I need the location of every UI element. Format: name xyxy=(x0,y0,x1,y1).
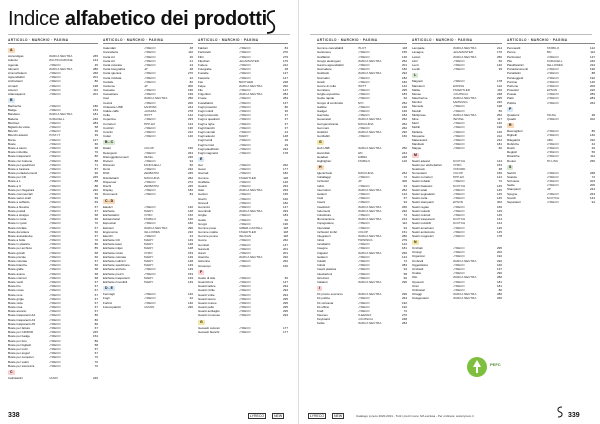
page-number: 338 xyxy=(8,412,20,419)
lyreco-badge: LYRECO xyxy=(250,414,265,418)
entry-list: Calcolatrici CASIO 246 xyxy=(8,375,98,380)
index-column-5 xyxy=(412,38,502,388)
new-badge: NEW xyxy=(334,414,343,418)
section-letter: H xyxy=(319,165,322,170)
section-letter: N xyxy=(414,240,417,245)
index-column-6 xyxy=(507,38,595,358)
pefc-eco-logo-icon xyxy=(466,356,488,378)
entry-list: Nastri adesivi SCOTCH 144 Nastri per etichettatrici DYMO 153 Notebook OXFORD 38 Numeratori COLOP 150 Nastri correttori TIPP-EX 124 Nastri imballo LYRECO 72 Nastri biadesivi SCOTCH 145 Nastri telati LYRECO 145 Nastri segnaletici LYRECO 145 Nastri carta LYRECO 145 Nastri stampanti EPSON 302 Nastri regalo LYRECO 160 Nastri isolanti LYRECO 145 Nastri colorati LYRECO 145 Nastri trasparenti SCOTCH 144 Nastri invisibili SCOTCH 144 Nastri americani LYRECO 145 Nastri antiscivolo LYRECO 145 Nastri magnetici LYRECO 178 xyxy=(412,158,502,238)
brand-s-logo-icon xyxy=(556,406,564,418)
entry-list: Sacchi LYRECO 268 Scatole LYRECO 72 Scrivanie LYRECO 204 Sedie LYRECO 206 Stampanti HP 224 Spugne LYRECO 264 Scotch SCOTCH 144 Separatori LYRECO 94 xyxy=(507,170,595,205)
column-header: ARTICOLO · MARCHIO · PAGINA xyxy=(412,38,502,44)
footer-note: Catalogo Lyreco 2020-2021 - Tutti i prezzi sono IVA esclusa - Per ordinare: www.lyreco.it xyxy=(356,414,474,418)
column-header: ARTICOLO · MARCHIO · PAGINA xyxy=(317,38,407,44)
entry-list: Calendari LYRECO 48 Cancelleria LYRECO 110 Carta A4 LYRECO 20 Carta A3 LYRECO 21 Carta colorata LYRECO 24 Carta fotografica HP 28 Carta igienica LYRECO 270 Carta riciclata LYRECO 22 Cartelle LYRECO 82 Cartucce HP 300 Cassette LYRECO 196 Cassettiere LYRECO 199 Cavi MARCA NEUTRA 250 Cestini LYRECO 200 Chiavette USB SANDISK 244 Cialde caffè LAVAZZA 278 Colla PRITT 142 Copertine LYRECO 233 Correttori TIPP-EX 124 Cucitrici LYRECO 136 Cuscini LYRECO 212 Cutter LYRECO 140 xyxy=(103,46,193,139)
section-letter: F xyxy=(200,269,203,274)
section-letter: B - C xyxy=(105,140,114,145)
brand-s-logo-icon xyxy=(262,8,280,36)
entry-list: Kit pronto soccorso MARCA NEUTRA 290 Kit pulizia LYRECO 264 Kit scrivania LYRECO 192 Kit ufficio LYRECO 192 Kraft LYRECO 72 Kleenex KLEENEX 270 Keyboard LOGITECH 248 Kettle MARCA NEUTRA 284 xyxy=(317,292,407,326)
entry-list: Datari COLOP 150 Detergenti LYRECO 264 Distruggidocumenti REXEL 236 Divisori LYRECO 94 Dizionari ZANICHELLI 60 Dorsi LYRECO 232 DVD VERBATIM 245 Disinfettanti AMUCHINA 262 Dispenser LYRECO 272 Dischi VERBATIM 245 Display LYRECO 182 Documenti LYRECO 84 xyxy=(103,146,193,197)
index-column-3 xyxy=(198,38,288,388)
entry-list: Guide di stile LYRECO 60 Guarnizioni LYRECO 147 Guanti lattice LYRECO 294 Guanti nitrile LYRECO 294 Guanti vinile LYRECO 294 Guanti lavoro LYRECO 295 Guanti cotone LYRECO 295 Guanti pelle LYRECO 295 Guanti antitaglio LYRECO 295 Guanti monouso LYRECO 294 xyxy=(198,275,288,318)
section-letter: G xyxy=(319,140,322,145)
index-column-2 xyxy=(103,38,193,388)
entry-list: Igienizzanti AMUCHINA 262 Imballaggi LYRECO 72 Inchiostri HP 300 Indici LYRECO 94 Interruttori MARCA NEUTRA 252 Isolanti LYRECO 144 Inviti LYRECO 67 Inserti LYRECO 94 Insetticidi MARCA NEUTRA 266 Indumenti MARCA NEUTRA 292 Imbottiture LYRECO 72 Illuminazione MARCA NEUTRA 214 Impugnature LYRECO 112 Intercalari LYRECO 94 Inchiostri timbri COLOP 151 Integratori MARCA NEUTRA 280 Infusi TWININGS 279 Incollatrici LYRECO 142 Insegne LYRECO 181 Irrigatori MARCA NEUTRA 266 Isolatori LYRECO 144 Imballi LYRECO 72 Imbuti LYRECO 284 Inserti plastica LYRECO 94 Intestazioni LYRECO 58 Istruzioni LYRECO 60 Inalatori MARCA NEUTRA 290 xyxy=(317,171,407,284)
section-letter: A xyxy=(10,48,13,53)
column-header: ARTICOLO · MARCHIO · PAGINA xyxy=(103,38,193,44)
header-rule xyxy=(310,34,592,35)
entry-list: Fermagli LYRECO 146 Fogli LYRECO 22 Forbici LYRECO 140 Fotocopiatrici CANON 230 xyxy=(103,292,193,309)
entry-list: Elastici LYRECO 146 Etichette AVERY 148 Etichettatrici DYMO 152 Evidenziatori STABILO 120 Espositori LYRECO 182 Estintori MARCA NEUTRA 290 Ergonomia FELLOWES 210 Elenchi LYRECO 44 Etichette CD AVERY 149 Etichette laser AVERY 148 Etichette inkjet AVERY 148 Etichette rotolo DYMO 153 Etichette colorate AVERY 149 Etichette indirizzi AVERY 148 Etichette spedizione AVERY 149 Etichette archivio LYRECO 149 Etichette prezzi LYRECO 153 Etichette trasparenti AVERY 149 Etichette rimovibili AVERY 149 xyxy=(103,204,193,284)
column-header: ARTICOLO · MARCHIO · PAGINA xyxy=(198,38,288,44)
column-header: ARTICOLO · MARCHIO · PAGINA xyxy=(8,38,98,44)
pefc-label: PEFC xyxy=(490,362,501,367)
entry-list: Gessetti colorati LYRECO 177 Gessetti bianchi LYRECO 177 xyxy=(198,325,288,334)
section-letter: C xyxy=(10,369,13,374)
entry-list: Occhiali LYRECO 295 Orologi LYRECO 202 Organizer LYRECO 192 Ombrelli MARCA NEUTRA 292 Oggettistica LYRECO 160 Occhielli LYRECO 137 Ovatta LYRECO 290 Olio MARCA NEUTRA 280 Opuscoli LYRECO 181 Orari LYRECO 181 Ordinatori LYRECO 80 Ortaggi MARCA NEUTRA 280 Ossigenatori MARCA NEUTRA 266 xyxy=(412,246,502,301)
entry-list: Gel LYRECO 262 Gessi LYRECO 177 Giornali LYRECO 182 Gomme STAEDTLER 118 Graffette LYRECO 146 Guanti LYRECO 294 Gilet MARCA NEUTRA 293 Gettoni LYRECO 155 Giochi LYRECO 160 Girevoli LYRECO 182 Gommini LYRECO 147 Grembiuli MARCA NEUTRA 293 Griglie LYRECO 183 Guide LYRECO 60 Gruppi LYRECO 196 Gomme pane FABER-CASTELL 118 Gomme matita STAEDTLER 118 Gomme penna PELIKAN 118 Gocce LYRECO 262 Gomitoli LYRECO 147 Gancetti LYRECO 201 Ganci LYRECO 201 Giacche MARCA NEUTRA 292 Glicerina LYRECO 262 Giroscopi LYRECO 160 xyxy=(198,163,288,268)
header-rule xyxy=(8,34,290,35)
entry-list: Hub USB MARCA NEUTRA 250 Hard disk WD 244 Headset JABRA 248 Highlighter STABILO 120 xyxy=(317,146,407,163)
section-letter: I xyxy=(319,286,320,291)
page-number: 339 xyxy=(568,412,580,419)
section-letter: G xyxy=(200,319,203,324)
section-letter: P xyxy=(509,106,512,111)
entry-list: Magneti LYRECO 178 Marcatori EDDING 122 Matite STAEDTLER 116 Mouse LOGITECH 248 Mascherine MARCA NEUTRA 295 Monitor SAMSUNG 246 Mensole LYRECO 198 Moduli LYRECO 56 Multiprese MARCA NEUTRA 252 Mine PENTEL 117 Metri LYRECO 140 Mobili LYRECO 196 Mollette LYRECO 146 Moquette LYRECO 212 Materassini LYRECO 212 Manifesti LYRECO 181 Mappe LYRECO 60 xyxy=(412,79,502,151)
section-letter: E xyxy=(200,157,203,162)
new-badge: NEW xyxy=(274,414,283,418)
index-column-4 xyxy=(317,38,407,388)
entry-list: Faldoni LYRECO 84 Fazzoletti LYRECO 270 Filtri LYRECO 279 Flipchart LEGAMASTER 176 Fodere LYRECO 212 Fotografie LYRECO 28 Fustelle LYRECO 137 Fascette LYRECO 147 Fax BROTHER 228 Felpe MARCA NEUTRA 292 Filo LYRECO 147 Frigoriferi MARCA NEUTRA 284 Fruste LYRECO 284 Fustellatrici LYRECO 137 Fogli protettivi LYRECO 86 Fogli mobili LYRECO 36 Fogli protocollo LYRECO 37 Fogli a quadretti LYRECO 37 Fogli a righe LYRECO 37 Fogli bianchi LYRECO 37 Fogli colorati LYRECO 24 Fogli adesivi AVERY 148 Fogli lucidi LYRECO 29 Fogli termici LYRECO 29 Fogli plastificati LYRECO 234 Fogli magnetici LYRECO 178 xyxy=(198,46,288,155)
entry-list: Lampade MARCA NEUTRA 214 Lavagne LEGAMASTER 176 Lettori MARCA NEUTRA 250 Libri LYRECO 60 Lenti LYRECO 140 Lucidi LYRECO 29 xyxy=(412,46,502,72)
section-letter: D - E xyxy=(105,286,113,291)
section-letter: C - D xyxy=(105,198,114,203)
section-letter: M xyxy=(414,152,417,157)
entry-list: Quaderni PIGNA 38 Quadri LYRECO 202 xyxy=(507,112,595,122)
lyreco-badge: LYRECO xyxy=(310,414,325,418)
right-page xyxy=(302,0,600,424)
column-header: ARTICOLO · MARCHIO · PAGINA xyxy=(507,38,595,44)
entry-list: Pennarelli STABILO 122 Penne BIC 112 Perforatori LYRECO 137 Pile DURACELL 240 Plastificatrici FELLOWES 234 Portadocumenti LYRECO 190 Portalistini LYRECO 88 Portaoggetti LYRECO 192 Puntine LYRECO 146 Poltrone LYRECO 206 Proiettori EPSON 226 Posate LYRECO 283 Piatti LYRECO 283 Pulizia LYRECO 264 xyxy=(507,46,595,105)
section-letter: B xyxy=(10,98,13,103)
page-title: Indice alfabetico dei prodotti xyxy=(8,8,267,30)
index-column-1 xyxy=(8,38,98,388)
section-letter: S xyxy=(509,164,512,169)
left-page xyxy=(0,0,299,424)
entry-list: Bacheche LYRECO 180 Badge LYRECO 154 Bandiere MARCA NEUTRA 181 Batterie DURACELL 240 Bicchieri LYRECO 283 Biglietti da visita LYRECO 58 Blocchi LYRECO 36 Blocchi adesivi POST-IT 39 Borse LYRECO 127 Buste LYRECO 66 Buste a sacco LYRECO 68 Buste imbottite LYRECO 70 Buste trasparenti LYRECO 86 Buste con bottone LYRECO 88 Buste per spedizioni LYRECO 71 Buste a foratura LYRECO 87 Buste portadocumenti LYRECO 90 Buste per CD LYRECO 245 Buste a L LYRECO 88 Buste a U LYRECO 88 Buste per rilegatura LYRECO 232 Buste commerciali LYRECO 66 Buste sacco kraft LYRECO 69 Buste a soffietto LYRECO 69 Buste a finestra LYRECO 67 Buste postali LYRECO 67 Buste a strappo LYRECO 68 Buste in carta LYRECO 66 Buste in tyvek LYRECO 70 Buste riciclate LYRECO 67 Buste da lettera LYRECO 66 Buste autoadesive LYRECO 67 Buste a bolle LYRECO 70 Buste in plastica LYRECO 86 Buste per archivio LYRECO 85 Buste grandi LYRECO 68 Buste piccole LYRECO 66 Buste colorate LYRECO 67 Buste bianche LYRECO 66 Buste gialle LYRECO 68 Buste avana LYRECO 68 Buste marroni LYRECO 68 Buste verdi LYRECO 67 Buste blu LYRECO 67 Buste rosse LYRECO 67 Buste nere LYRECO 67 Buste grigie LYRECO 67 Buste viola LYRECO 67 Buste rosa LYRECO 67 Buste arancio LYRECO 67 Buste trasparenti A4 LYRECO 86 Buste trasparenti A3 LYRECO 86 Buste trasparenti A5 LYRECO 86 Buste per fatture LYRECO 67 Buste per CD/DVD LYRECO 245 Buste per badge LYRECO 154 Buste per foto LYRECO 86 Buste per biglietti LYRECO 58 Buste per inviti LYRECO 67 Buste per auguri LYRECO 67 Buste per campioni LYRECO 70 Buste per valori LYRECO 70 Buste per sicurezza LYRECO 70 xyxy=(8,104,98,368)
entry-list: Gomme cancellabili PILOT 118 Gettoniere LYRECO 155 Graffatrici LYRECO 136 Gruppi elettrogeni MARCA NEUTRA 252 Gancio appendiabiti LYRECO 201 Giornaliere LYRECO 182 Giubbotti MARCA NEUTRA 292 Giornalini LYRECO 182 Girelli LYRECO 182 Gocce di colla PRITT 142 Gomitiere LYRECO 295 Griglie espositive LYRECO 183 Guide rapide LYRECO 60 Gruppi di continuità APC 252 Gabbie LYRECO 196 Gadget LYRECO 160 Gazzette LYRECO 182 Generatori MARCA NEUTRA 252 Gel igienizzante AMUCHINA 262 Gel mani LYRECO 262 Giubbini MARCA NEUTRA 292 Gonfiabili LYRECO 160 xyxy=(317,46,407,139)
section-letter: L xyxy=(414,73,417,78)
section-letter: R xyxy=(509,123,512,128)
entry-list: Raccoglitori LYRECO 80 Righelli LYRECO 140 Rilegatrici GBC 232 Rubriche LYRECO 44 Rotoli LYRECO 29 Registri LYRECO 56 Ricariche LYRECO 114 Router TP-LINK 250 xyxy=(507,129,595,163)
entry-list: Accendigas MARCA NEUTRA 265 Adesivi MULTIFUNZIONE 144 Agende LYRECO 45 Alimenti MARCA NEUTRA 280 Ammorbidenti LYRECO 266 Appendiabiti LYRECO 201 Archiviatori LYRECO 80 Armadi LYRECO 198 Astucci LYRECO 112 Attaccapanni LYRECO 201 xyxy=(8,54,98,96)
